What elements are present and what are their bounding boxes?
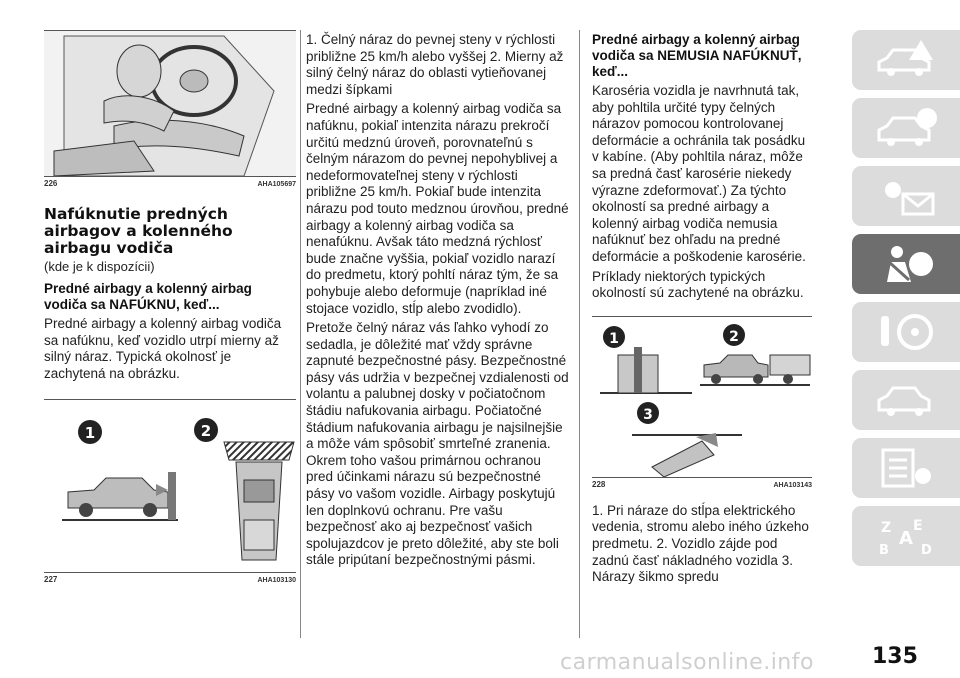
tab-maintenance[interactable] (852, 438, 960, 498)
right-column (592, 32, 812, 586)
figure-bottom-rule (44, 572, 296, 573)
figure-code: AHA103130 (257, 577, 296, 585)
paragraph: 1. Pri náraze do stĺpa elektrického vedenia, stromu alebo iného úzkeho predmetu. 2. Vozidlo zájde pod zadnú časť nákladného vozidla 3. Nárazy šikmo spredu (592, 502, 809, 585)
subsection-heading: Predné airbagy a kolenný airbag vodiča sa NAFÚKNU, keď... (44, 281, 252, 312)
paragraph: Pretože čelný náraz vás ľahko vyhodí zo sedadla, je dôležité mať vždy správne zapnuté bezpečnostné pásy. Bezpečnostné pásy vás udržia v bezpečnej vzdialenosti od volantu a palubnej dosky v počiatočnom štádiu nafukovania airbagu. Počiatočné štádium nafukovania airbagu je najsilnejšie a môže vám spôsobiť smrteľné zranenia. Okrem toho vašou primárnou ochranou pred účinkami nárazu sú bezpečnostné pásy vo vašom vozidle. Airbagy poskytujú len doplnkovú ochranu. Pre vašu bezpečnosť ako aj bezpečnosť vašich spolujazdcov je preto dôležité, aby ste boli stále pripútaní bezpečnostnými pásmi. (306, 320, 569, 568)
figure-bottom-rule (44, 176, 296, 177)
column-divider (579, 30, 580, 638)
svg-text:E: E (913, 518, 923, 534)
section-subheading: (kde je k dispozícii) (44, 259, 155, 274)
figure-caption (44, 575, 296, 584)
figure-label: 3 (643, 406, 653, 423)
frontal-impact-illustration (44, 400, 296, 572)
paragraph: Príklady niektorých typických okolností sú zachytené na obrázku. (592, 268, 804, 301)
figure-label: 2 (200, 422, 212, 441)
column-divider (300, 30, 301, 638)
paragraph: Karoséria vozidla je navrhnutá tak, aby pohltila určité typy čelných nárazov pomocou kontrolovanej deformácie a ochránila tak posádku v kabíne. (Aby pohltila náraz, môže sa predná časť karosérie niekedy výrazne zdeformovať.) Za týchto okolností sa predné airbagy a kolenný airbag vodiča nemusia nafúknuť bez ohľadu na predné deformácie a poškodenie karosérie. (592, 83, 806, 264)
paragraph: Predné airbagy a kolenný airbag vodiča sa nafúknu, keď vozidlo utrpí mierny až silný náraz. Typická okolnosť je zachytená na obrázku. (44, 316, 282, 381)
left-column (44, 30, 296, 584)
tab-starting-driving[interactable] (852, 302, 960, 362)
watermark: carmanualsonline.info (560, 650, 814, 675)
figure-caption (592, 480, 812, 489)
svg-text:Z: Z (881, 520, 892, 536)
seatbelt-airbag-icon (873, 242, 939, 286)
chapter-tabs (852, 30, 960, 574)
svg-text:D: D (921, 543, 932, 558)
alphabet-index-icon (873, 514, 939, 558)
svg-text:B: B (879, 543, 889, 558)
key-steering-wheel-icon (873, 310, 939, 354)
middle-column (306, 32, 570, 569)
figure-caption (44, 179, 296, 188)
figure-label: 1 (84, 424, 96, 443)
car-warning-icon (873, 38, 939, 82)
car-tools-icon (873, 378, 939, 422)
non-deploy-cases-illustration (592, 317, 812, 477)
figure-code: AHA105697 (257, 181, 296, 188)
figure-226 (44, 31, 296, 176)
paragraph: 1. Čelný náraz do pevnej steny v rýchlosti približne 25 km/h alebo vyššej 2. Mierny až silný čelný náraz do oblasti vytieňovanej medzi šípkami (306, 32, 564, 97)
tab-safety[interactable] (852, 234, 960, 294)
figure-code: AHA103143 (773, 481, 812, 489)
figure-number: 228 (592, 479, 606, 489)
figure-label: 2 (729, 328, 739, 345)
tab-emergency[interactable] (852, 370, 960, 430)
section-heading: Nafúknutie predných airbagov a kolenného airbagu vodiča (44, 205, 233, 257)
car-info-icon (873, 106, 939, 150)
subsection-heading: Predné airbagy a kolenný airbag vodiča sa NEMUSIA NAFÚKNUŤ, keď... (592, 32, 802, 79)
figure-228 (592, 317, 812, 477)
paragraph: Predné airbagy a kolenný airbag vodiča sa nafúknu, pokiaľ intenzita nárazu prekročí určitú medznú úroveň, porovnateľnú s čelným nárazom do pevnej nepohyblivej a nedeformovateľnej steny v rýchlosti približne 25 km/h. Pokiaľ bude intenzita nárazu pod touto medznou úrovňou, predné airbagy a kolenný airbag vodiča sa nenafúknu. Avšak táto medzná rýchlosť bude značne vyššia, pokiaľ vozidlo narazí do predmetu, ktorý pohltí náraz tým, že sa pohybuje alebo deformuje (napríklad iné stojace vozidlo, stĺp alebo zvodidlo). (306, 101, 569, 316)
service-checklist-icon (873, 446, 939, 490)
page-number: 135 (872, 644, 918, 669)
dashboard-lights-mail-icon (873, 174, 939, 218)
tab-car-warning[interactable] (852, 30, 960, 90)
svg-text:A: A (899, 528, 913, 549)
tab-index[interactable] (852, 506, 960, 566)
figure-number: 227 (44, 575, 58, 585)
figure-label: 1 (609, 330, 619, 347)
tab-car-info[interactable] (852, 98, 960, 158)
driver-airbag-illustration (44, 31, 296, 176)
figure-227 (44, 400, 296, 572)
figure-number: 226 (44, 179, 58, 188)
tab-dashboard-lights[interactable] (852, 166, 960, 226)
